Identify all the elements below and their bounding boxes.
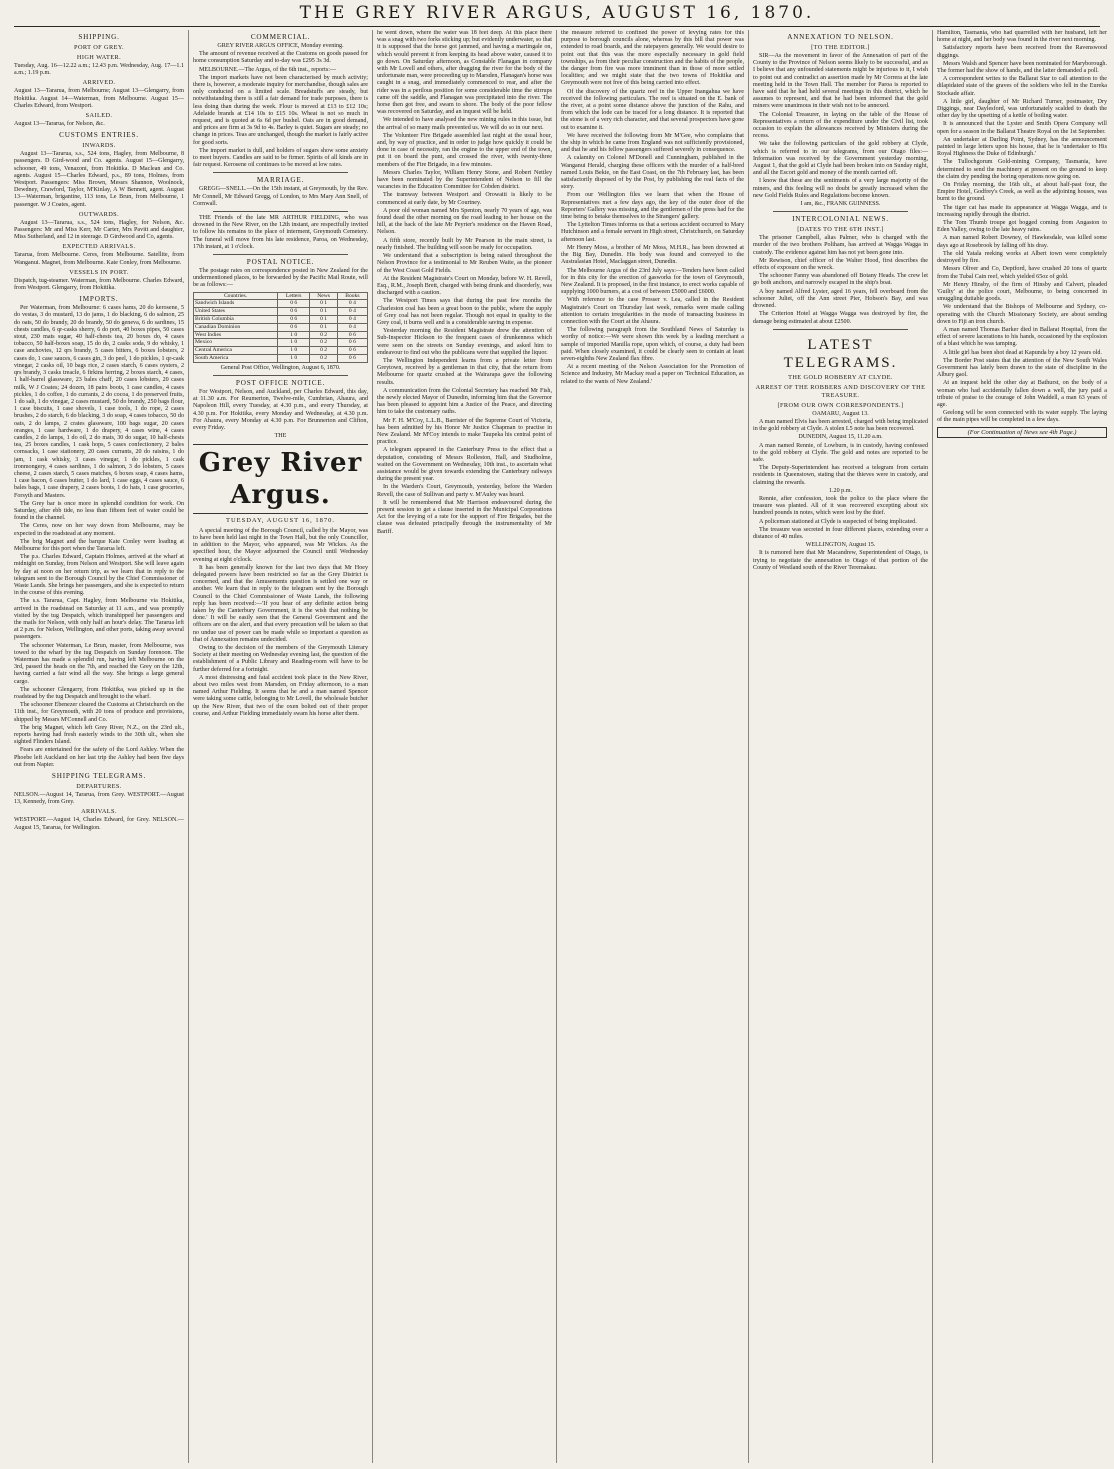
paragraph: Tararua, from Melbourne. Ceres, from Melbourne. Satellite, from Wanganui. Magnet, from Melbourne. Kate Conley, from Melbourne. [14,252,184,266]
masthead [14,0,1100,27]
paragraph: Owing to the decision of the members of the Greymouth Literary Society at their meeting on Wednesday evening last, the question of the establishment of a Public Library and Reading-room will have to be further deferred for a fortnight. [193,644,368,673]
paragraph: We understand that a subscription is being raised throughout the Nelson Province for a testimonial to Mr Reuben Waite, as the pioneer of the West Coast Gold Fields. [377,253,552,274]
table-cell: 1 0 [278,355,310,363]
table-header: News [310,292,337,300]
signature: I am, &c., FRANK GUINNESS. [800,201,881,208]
subhead: EXPECTED ARRIVALS. [62,243,136,251]
paragraph: Tuesday, Aug. 16—12.22 a.m.; 12.43 p.m. Wednesday, Aug. 17—1.1 a.m.; 1.19 p.m. [14,63,184,77]
column-annexation [753,30,933,1463]
paragraph: The s.s. Tararua, Capt. Hagley, from Melbourne via Hokitika, arrived in the roadstead on Saturday at 11 a.m., and was promptly visited by the tug Despatch, which transhipped her passengers and the mails for Nelson, with only half an hour's delay. The Tararua left at 2 p.m. for Nelson, Wellington, and other ports, taking away several passengers. [14,598,184,641]
table-cell: 1 0 [278,347,310,355]
table-cell: 0 1 [310,300,337,308]
subhead: OUTWARDS. [78,210,120,218]
latest-telegrams-title: LATEST TELEGRAMS. [783,336,898,371]
paragraph: The brig Magnet, which left Grey River, N.Z., on the 23rd ult., reports having had fresh easterly winds to the 30th ult., when she sighted Flinders Island. [14,724,184,746]
section-title: IMPORTS. [79,295,119,304]
table-row [194,355,368,363]
paragraph: Of the discovery of the quartz reef in the Upper Inangahua we have received the following particulars. The reef is situated on the E. bank of the river, at a point some distance above the junction of the Rahu, and from which the lode can be traced for a long distance. It is reported that the stone is of a very rich character, and that several prospectors have gone out to examine it. [561,88,744,131]
table-cell: Sandwich Islands [194,300,278,308]
dateline: 1.20 p.m. [828,487,853,494]
paragraph: Rennie, after confession, took the police to the place where the treasure was planted. All of it was recovered excepting about six hundred pounds in notes, which were lost by the thief. [753,495,928,517]
paragraph: the measure referred to confined the power of levying rates for this purpose to borough councils alone, whereas by this bill that power was extended to road boards, and the ratepayers generally. We would desire to point out that this was the more especially necessary in gold field townships, as from their peculiar construction and the habits of the people, the danger from fire was more imminent than in those of more settled localities; and we might state that the two towns of Hokitika and Greymouth were not free of this being carried into effect. [561,30,744,87]
subhead: DEPARTURES. [76,783,122,791]
paragraph: An undertaker at Darling Point, Sydney, has the announcement painted in large letters upon his house, that he is 'undertaker to His Royal Highness the Duke of Edinburgh.' [937,136,1107,158]
paragraph: A policeman stationed at Clyde is suspected of being implicated. [759,518,917,525]
table-cell: 0 6 [278,308,310,316]
section-subtitle: PORT OF GREY. [74,44,124,51]
paragraph: The schooner Fanny was abandoned off Botany Heads. The crew let go both anchors, and narrowly escaped in the ship's boat. [753,273,928,287]
paragraph: Hamilton, Tasmania, who had quarrelled with her husband, left her home at night, and her body was found in the river next morning. [937,30,1107,44]
paragraph: Mr F. H. M'Coy, L.L.B., Barrister of the Supreme Court of Victoria, has been admitted by his Honor Mr Justice Chapman to practise in New Zealand. Mr M'Coy intends to make Taupeka his central point of practice. [377,417,552,446]
paragraph: SIR—As the movement in favor of the Annexation of part of the County to the Province of Nelson seems likely to be successful, and as I believe that any unfounded statements might be injurious to it, I wish to point out and contradict an assertion made by Mr Correra at the late meeting held in the Town Hall. The member for Paroa is reported to have said that he had held several meetings in this district, which he assumes to represent, and that he had been informed that the gold miners were unanimous in their wish not to be annexed. [753,53,928,110]
paragraph: The Tom Thumb troupe got bogged coming from Angaston to Eden Valley, owing to the late heavy rains. [937,220,1107,234]
table-cell: South America [194,355,278,363]
dateline: TUESDAY, AUGUST 16, 1870. [225,517,336,525]
paragraph: Dispatch, tug-steamer. Waterman, from Melbourne. Charles Edward, from Westport. Glengarry, from Hokitika. [14,277,184,292]
paragraph: A calamity on Colonel M'Donell and Cunningham, published in the Wanganui Herald, charging these officers with the murder of a half-bred named Louis Bekie, on the East Coast, on the 7th February last, has been satisfactorily disposed of by the Post, by publishing the real facts of the story. [561,155,744,191]
dateline: OAMARU, August 13. [812,410,869,417]
table-cell: West Indies [194,331,278,339]
table-cell: 0 2 [310,347,337,355]
table-cell: 0 1 [310,316,337,324]
the-label: THE [274,433,287,440]
section-title: INTERCOLONIAL NEWS. [792,215,889,224]
section-title: SHIPPING TELEGRAMS. [51,772,147,781]
table-cell: 0 6 [337,355,367,363]
subhead: SAILED. [85,112,113,120]
paragraph: A poor old woman named Mrs Spenton, nearly 70 years of age, was found dead the other morning on the road leading to her house on the hill, at the back of the late Mr Peyrier's residence on the Haven Road, Nelson. [377,207,552,236]
table-cell: 0 1 [310,308,337,316]
columns [14,30,1107,1463]
paragraph: Messrs Oliver and Co, Deptford, have crushed 20 tons of quartz from the Tubal Cain reef, which yielded 65oz of gold. [937,266,1107,280]
divider [213,211,348,212]
paragraph: We take the following particulars of the gold robbery at Clyde, which is referred to in our telegrams, from our Otago files:—Information was received by the Government yesterday morning, August 1, that the gold at Clyde had been broken into on Sunday night, and all the Escort gold and money of the month carried off. [753,141,928,177]
table-cell: 0 4 [337,300,367,308]
paragraph: It is rumored here that Mr Macandrew, Superintendent of Otago, is trying to negotiate the annexation to Otago of that portion of the County of Westland south of the River Teremakau. [753,550,928,571]
paragraph: A fifth store, recently built by Mr Pearson in the main street, is nearly finished. The building will soon be ready for occupation. [377,237,552,251]
table-cell: 0 2 [310,339,337,347]
table-row [194,316,368,324]
paragraph: We intended to have analysed the new mining rules in this issue, but the arrival of so many mails prevented us. We will do so in our next. [377,117,552,131]
paragraph: The p.s. Charles Edward, Captain Holmes, arrived at the wharf at midnight on Sunday, from Nelson and Westport. She will leave again by day at noon on her return trip, as we learn that in reply to the telegram sent to the Borough Council by the Chief Commissioner of Waste Lands. She brings her passengers, and she is expected to return in the course of this evening. [14,554,184,597]
paragraph: The schooner Glengarry, from Hokitika, was picked up in the roadstead by the tug Despatch and brought to the wharf. [14,686,184,701]
subhead: ARRIVALS. [81,808,117,816]
paragraph: In the Warden's Court, Greymouth, yesterday, before the Warden Revell, the case of Sullivan and party v. M'Auley was heard. [377,484,552,498]
office-line: GREY RIVER ARGUS OFFICE, Monday evening. [217,43,344,49]
section-subtitle: [TO THE EDITOR.] [811,44,870,51]
table-cell: 0 1 [310,323,337,331]
paragraph: The Lyttelton Times informs us that a serious accident occurred to Mary Hutchinson and a female servant in High street, Christchurch, on Saturday afternoon last. [561,222,744,243]
table-cell: 0 2 [310,355,337,363]
paragraph: August 13—Tararua, for Nelson, &c. [14,121,105,128]
paragraph: The tramway between Westport and Orowaiti is likely to be commenced at early date, by Mr Courtney. [377,192,552,206]
table-cell: 0 6 [278,316,310,324]
funeral-notice: THE Friends of the late MR ARTHUR FIELDING, who was drowned in the New River, on the 12th instant, are respectfully invited to follow his remains to the place of interment, Greymouth Cemetery. The funeral will move from his late residence, Paroa, on Wednesday, 17th instant, at 1 o'clock. [193,215,368,250]
paragraph: The Tullochgorum Gold-mining Company, Tasmania, have determined to send the machinery at present on the ground to keep the claim dry pending the boring operations now going on. [937,159,1107,180]
paragraph: With reference to the case Prosser v. Lea, called in the Resident Magistrate's Court on Thursday last week, remarks were made calling attention to certain irregularities in the mode of transacting business in connection with the Court at the Ahaura. [561,297,744,325]
table-cell: Central America [194,347,278,355]
table-cell: Mexico [194,339,278,347]
section-title: CUSTOMS ENTRIES. [59,131,139,140]
paragraph: A man named Robert Downey, of Hawkesdale, was killed some days ago at Rosebrook by falling off his dray. [937,235,1107,249]
table-row [194,347,368,355]
paragraph: Geelong will be soon connected with its water supply. The laying of the main pipes will be completed in a few days. [937,410,1107,424]
paragraph: At a recent meeting of the Nelson Association for the Promotion of Science and Industry, Mr Mackay read a paper on 'Technical Education, as related to the wants of New Zealand.' [561,364,744,385]
paragraph: A man named Thomas Barker died in Ballarat Hospital, from the effect of severe lacerations to his hands, occasioned by the explosion of a blast which he was tamping. [937,326,1107,348]
column-news-6 [937,30,1111,1463]
paragraph: A communication from the Colonial Secretary has reached Mr Fish, the newly elected Mayor of Dunedin, informing him that the Governor has been pleased to appoint him a Justice of the Peace, and directing him to take the customary oaths. [377,387,552,416]
paragraph: The Grey bar is once more in splendid condition for work. On Saturday, after ebb tide, no less than fifteen feet of water could be found in the channel. [14,500,184,522]
paragraph: WESTPORT.—August 14, Charles Edward, for Grey. NELSON.—August 15, Tararua, for Wellington. [14,817,184,831]
table-cell: 0 4 [337,308,367,316]
paragraph: We have received the following from Mr M'Gee, who complains that the ship in which he came from England was not sufficiently provisioned, and that he and his fellow passengers suffered severely in consequence. [561,132,744,154]
paragraph: The import markets have not been characterised by much activity; there is, however, a moderate inquiry for merchandise, though sales are only conducted on a limited scale. Breadstuffs are steady, but notwithstanding there is still a fair demand for trade purposes, there is less doing than during the week. Flour is moved at £13 to £12 10s; Adelaide brands at £14 10s to £15 10s. Wheat is not so much in request, and is quoted at 6s 6d per bushel. Oats are in good demand, and prices are firm at 3s 9d to 4s. Barley is quiet. Sugars are steady; no change in prices. Teas are unchanged, though the market is fairly active for good sorts. [193,74,368,146]
paragraph: The schooner Waterman, Le Brun, master, from Melbourne, was towed to the wharf by the tug Despatch on Sunday forenoon. The Waterman has made a splendid run, having left Melbourne on the 3rd, passed the heads on the 7th, and reached the Grey on the 12th, having carried a fair wind all the way. She brings a large general cargo. [14,642,184,685]
divider [213,254,348,255]
paragraph: August 13—Tararua, from Melbourne; August 13—Glengarry, from Hokitika. August 14—Waterman, from Melbourne. August 15—Charles Edward, from Westport. [14,88,184,109]
section-title: SHIPPING. [78,33,120,41]
subhead: ARRIVED. [82,79,116,87]
dateline: DUNEDIN, August 15, 11.20 a.m. [798,434,883,441]
paper-title: Grey River Argus. [193,444,368,514]
section-title: POSTAL NOTICE. [246,258,315,267]
paragraph: It will be remembered that Mr Harrison endeavoured during the present session to get a clause inserted in the Municipal Corporations Act for the levying of a rate for the support of Fire Brigades, but the clause was defeated principally through the instrumentality of Mr Bariff. [377,499,552,535]
paragraph: It has been generally known for the last two days that Mr Hoey delegated powers have been restricted so far as the Grey District is concerned, and that the Amusements question is settled one way or another. We learn that in reply to the telegram sent by the Borough Council to the Chief Commissioner of Waste Lands, the following reply has been received:—'If you hear of any definite action being taken by the Canterbury Government, it is the wish that nothing be done.' It will be easily seen that the General Government and the officers are on the alert, and that every precaution will be taken so that no undue use of power can be made while so important a question as that of Annexation remains undecided. [193,564,368,643]
paragraph: August 13—Tararua, s.s., 524 tons, Hagley, for Nelson, &c. Passengers: Mr and Miss Kerr, Mr Carter, Mrs Pavitt and daughter, Miss Sutherland, and 12 in steerage. D Girdwood and Co, agents. [14,219,184,241]
paragraph: Mr Rewison, chief officer of the Walter Hood, first describes the effects of exposure on the wreck. [753,257,928,272]
table-row [194,308,368,316]
paragraph: Per Waterman, from Melbourne: 6 cases hams, 20 do kerosene, 5 do vestas, 3 do mustard, 13 do jams, 1 do blacking, 6 do salmon, 25 do oats, 50 do brandy, 20 do brandy, 50 do geneva, 6 do sardines, 15 chests candles, 6 qr-casks sherry, 6 do port, 40 boxes pipes, 50 cases stout, 230 mats sugar, 40 half-chests tea, 20 boxes do, 4 cases tobacco, 50 half-boxes soap, 15 do do, 2 casks soda, 9 do whisky, 1 case anchovies, 12 qrs brandy, 5 cases bitters, 6 boxes lobsters, 2 cases do, 1 case sauces, 6 cases gin, 3 do peel, 1 do pickles, 1 qr-cask vinegar, 2 casks oil, 10 bags rice, 2 cases starch, 6 cases oysters, 2 qrs brandy, 3 casks treacle, 6 firkins herring, 2 boxes starch, 4 cases, 1 half-barrel glassware, 23 bales chaff, 20 cases lobsters, 20 cases milk, W J Coates; 24 dozen, 18 pairs boots, 1 case candles, 4 cases pickles, 1 do coffee, 1 do currants, 2 do cocoa, 1 do preserved fruits, 1 do salt, 1 do vinegar, 2 cases mustard, 50 do brandy, 250 bags flour, 1 case biscuits, 1 case shovels, 1 case tools, 1 do rope, 2 cases brushes, 2 do starch, 6 do blacking, 3 do soap, 4 cases tobacco, 50 do oats, 2 do lamps, 2 crates glassware, 100 bags sugar, 20 cases oranges, 1 case hardware, 1 do drapery, 4 cases wine, 4 cases candles, 2 do lamps, 1 do oil, 2 do mats, 30 do sugar, 10 half-chests tea, 25 boxes candles, 1 cask hops, 5 cases confectionery, 2 bales cornsacks, 1 case stationery, 20 cases currants, 20 do raisins, 1 do jam, 1 cask whisky, 3 cases vinegar, 1 do pickles, 1 cask ironmongery, 4 cases sardines, 1 do salmon, 3 do lobsters, 5 cases cheese, 2 cases starch, 5 cases matches, 6 boxes soap, 4 cases hams, 1 case bacon, 6 cases butter, 1 do lard, 1 case eggs, 4 cases sauce, 6 bales bags, 1 case drapery, 2 cases boots, 1 do hats, 1 case groceries, Forsyth and Masters. [14,305,184,499]
paragraph: The Criterion Hotel at Wagga Wagga was destroyed by fire, the damage being estimated at about £2500. [753,311,928,325]
table-row [194,323,368,331]
section-title: MARRIAGE. [256,176,305,185]
subhead: [FROM OUR OWN CORRESPONDENTS.] [777,401,904,409]
paragraph: The Deputy-Superintendent has received a telegram from certain residents in Queenstown, stating that the thieves were in custody, and claiming the rewards. [753,465,928,486]
paragraph: A correspondent writes to the Ballarat Star to call attention to the dilapidated state of the graves of the soldiers who fell in the Eureka Stockade affair. [937,76,1107,97]
table-cell: 0 4 [337,323,367,331]
table-header: Countries. [194,292,278,300]
table-cell: 0 6 [337,347,367,355]
paragraph: The treasure was secreted in four different places, extending over a distance of 40 miles. [753,526,928,540]
paragraph: The prisoner Campbell, alias Palmer, who is charged with the murder of the two brothers Poliham, has arrived at Wagga Wagga in custody. The evidence against him has not yet been gone into. [753,235,928,256]
paragraph: The Border Post states that the attention of the New South Wales Government has lately been drawn to the state of discipline in the Albury gaol. [937,357,1107,379]
paragraph: A boy named Alfred Lyster, aged 16 years, fell overboard from the schooner Juliet, off the Ann street Pier, Hobson's Bay, and was drowned. [753,288,928,310]
table-cell: 0 6 [278,323,310,331]
paragraph: NELSON.—August 14, Tararua, from Grey. WESTPORT.—August 13, Kennedy, from Grey. [14,792,184,806]
signature: General Post Office, Wellington, August 6, 1870. [220,364,341,371]
paragraph: The schooner Ebenezer cleared the Customs at Christchurch on the 11th inst., for Greymouth, with 20 tons of produce and provisions, shipped by Messrs M'Connell and Co. [14,702,184,723]
paragraph: The tiger cat has made its appearance at Wagga Wagga, and is increasing rapidly through the district. [937,204,1107,218]
paragraph: Fears are entertained for the safety of the Lord Ashley. When the Phoebe left Auckland on her last trip the Ashley had been five days out from Napier. [14,747,184,768]
paragraph: The Ceres, now on her way down from Melbourne, may be expected in the roadstead at any moment. [14,523,184,537]
column-shipping [14,30,189,1463]
paragraph: The Wellington Independent learns from a private letter from Greytown, received by a gentleman in that city, that the return from Melbourne for quartz crushed at the Wairarapa gave the following results. [377,357,552,386]
paragraph: On Friday morning, the 16th ult., at about half-past four, the Empire Hotel, Godfrey's Creek, as well as the adjoining houses, was burnt to the ground. [937,182,1107,203]
paragraph: A special meeting of the Borough Council, called by the Mayor, was to have been held last night in the Town Hall, but the only Councillor, in addition to the Mayor, who appeared, was Mr Wickes. As the specified hour, the Mayor adjourned the Council until Wednesday evening at eight o'clock. [193,527,368,563]
continuation-note: (For Continuation of News see 4th Page.) [937,427,1107,438]
table-cell: 0 4 [337,316,367,324]
subhead: THE GOLD ROBBERY AT CLYDE. [788,373,893,381]
table-cell: 0 6 [337,339,367,347]
postage-table [193,292,368,363]
table-cell: 1 0 [278,331,310,339]
paragraph: A man named Elvis has been arrested, charged with being implicated in the gold robbery at Clyde. A stolen L5 note has been recovered. [753,418,928,433]
paragraph: For Westport, Nelson, and Auckland, per Charles Edward, this day, at 11.30 a.m. For Reumerton, Twelve-mile, Cumbrian, Ahaura, and Napoleon Hill, every Tuesday, at 4.30 p.m., and every Thursday, at 4.30 p.m. For Hokitika, every Monday and Wednesday, at 4.30 p.m. For Ahaura, every Monday at 4.30 p.m. For Brunnerton and Clifton, every Friday. [193,389,368,432]
table-header: Books [337,292,367,300]
divider [773,211,908,212]
section-title: COMMERCIAL. [250,33,311,41]
divider [213,375,348,376]
paragraph: Yesterday morning the Resident Magistrate drew the attention of Sub-Inspector Hickson to the frequent cases of drunkenness which were seen on the streets on Sunday evenings, and asked him to endeavour to find out who the publicans were that supplied the liquor. [377,328,552,356]
paragraph: Mr Henry Hinsby, of the firm of Hinsby and Calvert, pleaded 'Guilty' at the police court, Melbourne, to being concerned in smuggling dutiable goods. [937,281,1107,303]
subhead: ARREST OF THE ROBBERS AND DISCOVERY OF THE TREASURE. [755,383,926,399]
column-news-4 [561,30,749,1463]
subhead: VESSELS IN PORT. [69,268,129,276]
table-cell: Canadian Dominion [194,323,278,331]
table-header-row [194,292,368,300]
subhead: HIGH WATER. [76,54,122,61]
paragraph: Messrs Walsh and Spencer have been nominated for Maryborough. The former had the show of hands, and the latter demanded a poll. [937,60,1107,75]
table-cell: United States [194,308,278,316]
dateline: WELLINGTON, August 15. [805,542,876,549]
paragraph: The postage rates on correspondence posted in New Zealand for the undermentioned places, to be forwarded by the Pacific Mail Route, will be as follows:— [193,268,368,289]
paragraph: At the Resident Magistrate's Court on Monday, before W. H. Revell, Esq., R.M., Joseph Brett, charged with being drunk and disorderly, was discharged with a caution. [377,275,552,297]
paragraph: From our Wellington files we learn that when the House of Representatives met a few days ago, the key of the outer door of the Reporters' Gallery was missing, and the gentlemen of the press had for the time being to betake themselves to the Strangers' gallery. [561,192,744,221]
column-news-3 [377,30,557,1463]
paragraph: The amount of revenue received at the Customs on goods passed for home consumption Saturday and to-day was £295 3s 3d. [193,51,368,65]
paragraph: It is announced that the Lyster and Smith Opera Company will open for a season in the Ballarat Theatre Royal on the 1st September. [937,121,1107,135]
paragraph: The import market is dull, and holders of sugars show some anxiety to meet buyers. Candles are said to be firmer. Spirits of all kinds are in fair request. Kerosene oil continues to be moved at low rates. [193,147,368,169]
paragraph: The following paragraph from the Southland News of Saturday is worthy of notice:—We were shown this week by a leading merchant a sample of imported Manilla rope, upon which, of course, a duty had been paid. When closely examined, it could be clearly seen to contain at least seven-eighths New Zealand flax fibre. [561,327,744,362]
table-row [194,300,368,308]
table-cell: British Columbia [194,316,278,324]
paragraph: A little girl has been shot dead at Kapunda by a boy 12 years old. [943,349,1102,356]
table-cell: 0 6 [337,331,367,339]
paragraph: Mr Henry Moss, a brother of Mr Moss, M.H.R., has been drowned at the Big Bay, Dunedin. His body was found and conveyed to the Australasian Hotel, Maclaggan street, Dunedin. [561,244,744,266]
paragraph: he went down, where the water was 18 feet deep. At this place there was a snag with two forks sticking up; but evidently underwater, so that it is supposed that the horse got jammed, and having a martingale on, which would prevent it from keeping its head above water, caused it to go down. On Saturday afternoon, as Constable Flanagan in company with Mr Lovell and others, after dragging the river for the body of the unfortunate man, were proceeding up to Marsden, Flanagan's horse was caught in a snag, and immediately commenced to rear, and after the rider was in a perilous position for some considerable time the stirrups came off the saddle, and Flanagan was precipitated into the river. The horse then got free, and swam to shore. The body of the poor fellow was recovered on Saturday, and an inquest will be held. [377,30,552,116]
paragraph: A man named Rennie, of Lowburn, is in custody, having confessed to the gold robbery at Clyde. The gold and notes are reported to be safe. [753,442,928,463]
subhead: INWARDS. [82,142,116,150]
paragraph: I know that these are the sentiments of a very large majority of the miners, and this feeling will no doubt be greatly increased when the new Gold Fields Rules and Regulations become known. [753,178,928,199]
divider [773,329,908,330]
paragraph: Messrs Charles Taylor, William Henry Stone, and Robert Nettley have been nominated by the Superintendent of Nelson to fill the vacancies in the Education Committee for Cobden district. [377,169,552,191]
paragraph: GREGG—SNELL.—On the 15th instant, at Greymouth, by the Rev. Mr Connell, Mr Edward Gregg, of London, to Mrs Mary Ann Snell, of Cornwall. [193,186,368,207]
table-cell: 0 2 [310,331,337,339]
column-commercial [193,30,373,1463]
section-title: ANNEXATION TO NELSON. [787,33,894,41]
table-row [194,339,368,347]
paragraph: August 13—Tararua, s.s., 524 tons, Hagley, from Melbourne, 8 passengers. D Gird-wood and Co. agents. August 15—Glengarry, schooner, 49 tons, Venazoni, from Hokitika. D Maclean and Co. agents. August 15—Charles Edward, p.s., 89 tons, Holmes, from Westport. Passengers: Miss Brown, Messrs Shannon, Woolnock, Dewdney, Crawford, Taylor, M'Kinlay, A W Bennett, agent. August 13—Waterman, brigantine, 113 tons, Le Brun, from Melbourne, 1 passenger. W J Coates, agent. [14,151,184,208]
paragraph: The Volunteer Fire Brigade assembled last night at the usual hour, and, by way of practice, and in order to judge how quickly it could be done in case of necessity, ran the engine to the upper end of the town, put it on board the punt, and crossed the river, with twenty-three members of the Fire Brigade, in a few minutes. [377,132,552,168]
paragraph: A little girl, daughter of Mr Richard Turner, postmaster, Dry Diggings, near Daylesford, was unfortunately scalded to death the other day by the upsetting of a kettle of boiling water. [937,98,1107,120]
paragraph: At an inquest held the other day at Bathurst, on the body of a woman who had accidentally fallen down a well, the jury paid a tribute of praise to the courage of John Waddell, a man 63 years of age. [937,380,1107,408]
paragraph: The Melbourne Argus of the 23rd July says:—Tenders have been called for in this city for the erection of gasworks for the town of Greymouth, New Zealand. It is proposed, in the first instance, to erect works capable of supplying 1000 burners, at a cost of between £5000 and £6000. [561,267,744,296]
paragraph: A telegram appeared in the Canterbury Press to the effect that a deputation, consisting of Messrs Rolleston, Hall, and Studholme, waited on the Government on Wednesday, 10th inst., to ascertain what assistance would be given towards extending the Canterbury railways during the present year. [377,447,552,483]
paragraph: The old Yatala reeking works at Albert town were completely destroyed by fire. [937,250,1107,265]
paragraph: Satisfactory reports have been received from the Ravenswood diggings. [937,45,1107,59]
paragraph: The brig Magnet and the barque Kate Conley were loading at Melbourne for this port when the Tararua left. [14,538,184,552]
masthead-title: THE GREY RIVER ARGUS, AUGUST 16, 1870. [299,3,815,23]
paragraph: The Colonial Treasurer, in laying on the table of the House of Representatives a return of the expenditure under the Civil list, took occasion to explain the allowances received by Ministers during the recess. [753,111,928,140]
table-cell: 1 0 [278,339,310,347]
section-title: POST OFFICE NOTICE. [235,379,326,388]
table-cell: 0 6 [278,300,310,308]
paragraph: MELBOURNE.—The Argus, of the 6th inst., reports:— [199,66,336,73]
divider [213,172,348,173]
paragraph: We understand that the Bishops of Melbourne and Sydney, co-operating with the Church Missionary Society, are about sending down to Fiji an iron church. [937,304,1107,325]
table-row [194,331,368,339]
table-header: Letters [278,292,310,300]
paragraph: A most distressing and fatal accident took place in the New River, about two miles west from Marsden, on Friday afternoon, to a man named Arthur Fielding. It seems that he and a man named Spencer were taking some cattle, belonging to Mr Lovell, the wholesale butcher up the New River, that two of the oxen bolted out of their proper course, and Arthur Fielding immediately swam his horse after them. [193,674,368,717]
section-subtitle: [DATES TO THE 6TH INST.] [797,226,884,234]
paragraph: The Westport Times says that during the past few months the Charleston coal has been a great boon to the public, where the supply of Grey coal has not been regular. Though not equal in quality to the Grey coal, it burns well and is a considerable saving in expense. [377,298,552,326]
